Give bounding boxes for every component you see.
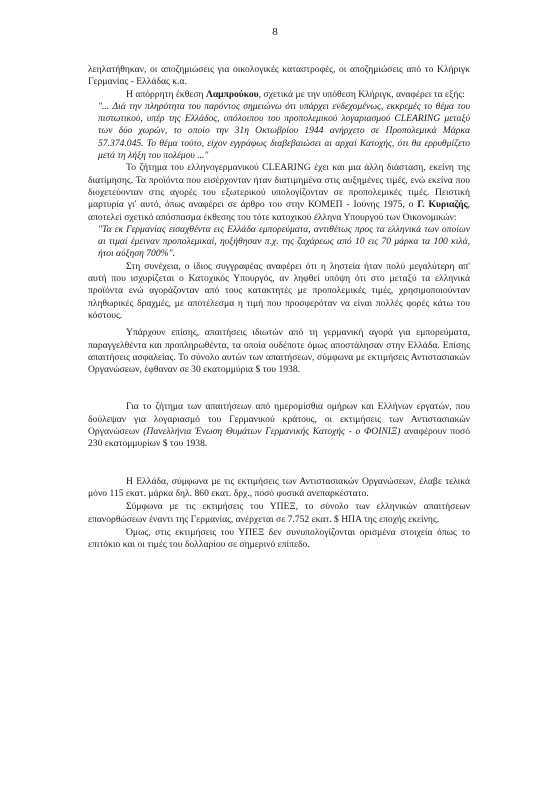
paragraph-ypex-total: Σύμφωνα με τις εκτιμήσεις του ΥΠΕΞ, το σύνολο των ελληνικών απαιτήσεων επανορθώσεων έναντι της Γερμανίας, ανέρχεται σε 7.752 εκατ. $ ΗΠΑ της εποχής εκείνης.	[88, 501, 470, 525]
spacer	[88, 451, 470, 476]
spacer	[88, 376, 470, 401]
wage-claims-text-end: αναφέρουν ποσό 230 εκατομμυρίων $ του 1938.	[88, 426, 470, 450]
page-number: 8	[272, 26, 278, 38]
author-name-lamproukos: Λαμπρούκου	[205, 88, 259, 100]
secret-report-text-end: , σχετικά με την υπόθεση Κλήριγκ, αναφέρει τα εξής:	[258, 88, 465, 100]
clearing-text-end: , αποτελεί σχετικό απόσπασμα έκθεσης του τότε κατοχικού έλληνα Υπουργού των Οικονομικών:	[88, 199, 470, 223]
paragraph-compensations: λεηλατήθηκαν, οι αποζημιώσεις για οικολογικές καταστροφές, οι αποζημιώσεις από το Κλήριγκ Γερμανίας - Ελλάδας κ.α.	[88, 64, 470, 88]
clearing-text-start: Το ζήτημα του ελληνογερμανικού CLEARING έχει και μια άλλη διάσταση, εκείνη της διατίμησης. Τα προϊόντα που εισέρχονταν ήταν διατιμημένα στις αυξημένες τιμές, ενώ εκείνα που διοχετεύονταν στις αγορές του εξωτερικού υπολογίζονταν σε προπολεμικές τιμές. Πειστική μαρτυρία γι' αυτό, όπως αναφέρει σε άρθρο του στην ΚΟΜΕΠ - Ιούνης 1975, ο	[88, 162, 470, 211]
paragraph-clearing-pricing	[88, 162, 470, 223]
secret-report-text-start: Η απόρρητη έκθεση	[126, 88, 206, 100]
paragraph-ypex-interest: Όμως, στις εκτιμήσεις του ΥΠΕΞ δεν συνυπολογίζονται ορισμένα στοιχεία όπως το επιτόκιο και οι τιμές του δολλαρίου σε σημερινό επίπεδο.	[88, 526, 470, 551]
document-body	[88, 64, 470, 551]
wage-claims-text-start: Για το ζήτημα των απαιτήσεων από ημερομίσθια ομήρων και Ελλήνων εργατών, που δούλεψαν για λογαριασμό του Γερμανικού κράτους, οι εκτιμήσεις των Αντιστασιακών Οργανώσεων	[88, 401, 470, 438]
quote-clearing-balance: "... Διά την πληρότητα του παρόντος σημειώνω ότι υπάρχει ενδεχομένως, εκκρεμές το θέμα του πιστωτικού, υπέρ της Ελλάδος, υπόλοιπου του προπολεμικού λογαριασμού CLEARING μεταξύ των δύο χωρών, το οποίο την 31η Οκτωβρίου 1944 ανήρχετο σε Προπολεμικά Μάρκα 57.374.045. Το θέμα τούτο, είχον εγγράφως διαβεβαιώσει αι αρχαί Κατοχής, ότι θα ερρυθμίζετο μετά τη λήξη του πολέμου ..."	[98, 100, 470, 162]
paragraph-wage-claims	[88, 401, 470, 450]
paragraph-received-amount: Η Ελλάδα, σύμφωνα με τις εκτιμήσεις των Αντιστασιακών Οργανώσεων, έλαβε τελικά μόνο 115 εκατ. μάρκα δηλ. 860 εκατ. δρχ., ποσό φυσικά ανεπαρκέστατο.	[88, 475, 470, 499]
paragraph-looting: Στη συνέχεια, ο ίδιος συγγραφέας αναφέρει ότι η ληστεία ήταν πολύ μεγαλύτερη απ' αυτή που ισχυρίζεται ο Κατοχικός Υπουργός, αν ληφθεί υπόψη ότι στο μεταξύ τα ελληνικά προϊόντα ενώ αγοράζονταν από τους κατακτητές με προπολεμικές τιμές, χρησιμοποιούνταν πληθωρικές δραχμές, με αποτέλεσμα η τιμή που προσφερόταν να είναι πολλές φορές κάτω του κόστους.	[88, 260, 470, 321]
quote-sugar-prices: "Τα εκ Γερμανίας εισαχθέντα εις Ελλάδα εμπορεύματα, αντιθέτως προς τα ελληνικά των οποίων αι τιμαί έμειναν προπολεμικαί, ηυξήθησαν π.χ. της ζαχάρεως από 10 εις 70 μάρκα τα 100 κιλά, ήτοι αύξηση 700%".	[98, 223, 470, 260]
author-name-kyriazis: Γ. Κυριαζής	[417, 199, 468, 211]
paragraph-private-claims: Υπάρχουν επίσης, απαιτήσεις ιδιωτών από τη γερμανική αγορά για εμπορεύματα, παραγγελθέντα και προπληρωθέντα, τα οποία ουδέποτε όμως αποστάλησαν στην Ελλάδα. Επίσης απαιτήσεις ασφαλείας. Το σύνολο αυτών των απαιτήσεων, σύμφωνα με εκτιμήσεις Αντιστασιακών Οργανώσεων, έφθαναν σε 30 εκατομμύρια $ του 1938.	[88, 327, 470, 376]
paragraph-secret-report	[88, 89, 470, 101]
organization-name: (Πανελλήνια Ένωση Θυμάτων Γερμανικής Κατοχής - ο ΦΟΙΝΙΞ)	[143, 426, 401, 438]
